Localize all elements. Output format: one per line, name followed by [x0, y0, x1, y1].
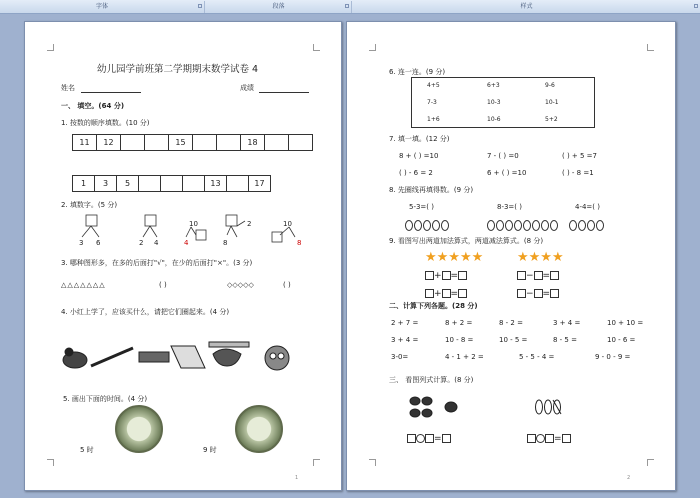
matching-cell[interactable]: 10-1: [545, 99, 559, 106]
ribbon-group-label: 字体: [95, 3, 108, 10]
sequence-cell[interactable]: 5: [117, 175, 139, 192]
matching-cell[interactable]: 6+3: [487, 82, 500, 89]
calc-item[interactable]: 8 - 5 =: [553, 336, 577, 344]
sequence-cell[interactable]: [139, 175, 161, 192]
sequence-cell[interactable]: 18: [241, 134, 265, 151]
sequence-row-2: [72, 175, 271, 192]
bond-number: 6: [96, 239, 101, 247]
dialog-launcher-icon[interactable]: [345, 4, 349, 8]
question-3: 3. 哪种图形多，在多的后面打"√"，在少的后面打"×"。(3 分): [61, 259, 253, 267]
sequence-cell[interactable]: 17: [249, 175, 271, 192]
ribbon-group-styles[interactable]: [353, 1, 700, 13]
sequence-cell[interactable]: 3: [95, 175, 117, 192]
dialog-launcher-icon[interactable]: [694, 4, 698, 8]
ribbon-group-label: 段落: [272, 3, 285, 10]
calc-item[interactable]: 10 - 6 =: [607, 336, 636, 344]
question-7: 7. 填一填。(12 分): [389, 135, 450, 143]
calc-item[interactable]: 3-0=: [391, 353, 409, 361]
calc-item[interactable]: 4 - 1 + 2 =: [445, 353, 484, 361]
picture-equation-illustration: [407, 394, 567, 422]
star-group: ★★★★: [517, 250, 564, 265]
triangle-shapes: △△△△△△△: [61, 281, 106, 289]
clock-face: [115, 405, 163, 453]
ribbon-group-font[interactable]: [0, 1, 205, 13]
answer-paren[interactable]: ( ): [159, 281, 167, 289]
section-3-heading: 三、 看图列式计算。(8 分): [389, 376, 474, 384]
matching-cell[interactable]: 1+6: [427, 116, 440, 123]
answer-paren[interactable]: ( ): [283, 281, 291, 289]
subtraction-template[interactable]: − =: [517, 271, 559, 281]
calc-item[interactable]: 5 - 5 - 4 =: [519, 353, 555, 361]
margin-corner-mark: [369, 44, 376, 51]
sequence-cell[interactable]: 13: [205, 175, 227, 192]
sequence-cell[interactable]: [217, 134, 241, 151]
margin-corner-mark: [313, 459, 320, 466]
ribbon-group-paragraph[interactable]: [206, 1, 352, 13]
circle-equation[interactable]: 8-3=( ): [497, 203, 522, 211]
clock-label: 5 时: [80, 446, 94, 454]
bond-number: 3: [79, 239, 84, 247]
sequence-cell[interactable]: 12: [97, 134, 121, 151]
sequence-cell[interactable]: [161, 175, 183, 192]
margin-corner-mark: [647, 44, 654, 51]
page-2[interactable]: [346, 21, 676, 491]
clock-face: [235, 405, 283, 453]
matching-cell[interactable]: 5+2: [545, 116, 558, 123]
matching-cell[interactable]: 9-6: [545, 82, 555, 89]
question-8: 8. 先圈线再填得数。(9 分): [389, 186, 474, 194]
oval-group: [487, 216, 559, 235]
sequence-cell[interactable]: [193, 134, 217, 151]
bond-number: 8: [223, 239, 228, 247]
calc-item[interactable]: 10 + 10 =: [607, 319, 644, 327]
question-4: 4. 小红上学了，应该买什么，请把它们圈起来。(4 分): [61, 308, 230, 316]
margin-corner-mark: [369, 459, 376, 466]
section-1-heading: 一、 填空。(64 分): [61, 102, 125, 110]
addition-template[interactable]: + =: [425, 289, 467, 299]
question-2: 2. 填数字。(5 分): [61, 201, 118, 209]
question-1: 1. 按数的顺序填数。(10 分): [61, 119, 150, 127]
subtraction-template[interactable]: − =: [517, 289, 559, 299]
page-number: 1: [295, 475, 299, 481]
fill-blank-item[interactable]: 7 - ( ) =0: [487, 152, 519, 160]
addition-template[interactable]: + =: [425, 271, 467, 281]
calc-item[interactable]: 10 - 8 =: [445, 336, 474, 344]
calc-item[interactable]: 9 - 0 - 9 =: [595, 353, 631, 361]
fill-blank-item[interactable]: ( ) - 6 = 2: [399, 169, 433, 177]
name-label: 姓名: [61, 84, 75, 92]
sequence-cell[interactable]: 11: [73, 134, 97, 151]
clock-label: 9 时: [203, 446, 217, 454]
score-blank[interactable]: [259, 92, 309, 93]
page-1[interactable]: [24, 21, 342, 491]
question-6: 6. 连一连。(9 分): [389, 68, 446, 76]
matching-cell[interactable]: 4+5: [427, 82, 440, 89]
dialog-launcher-icon[interactable]: [198, 4, 202, 8]
calc-item[interactable]: 10 - 5 =: [499, 336, 528, 344]
question-9: 9. 看图写出两道加法算式，两道减法算式。(8 分): [389, 237, 544, 245]
fill-blank-item[interactable]: ( ) - 8 =1: [562, 169, 594, 177]
star-group: ★★★★★: [425, 250, 484, 265]
calc-item[interactable]: 3 + 4 =: [391, 336, 419, 344]
sequence-cell[interactable]: [183, 175, 205, 192]
bond-number: 10: [283, 220, 292, 228]
calc-item[interactable]: 3 + 4 =: [553, 319, 581, 327]
oval-group: [405, 216, 450, 235]
matching-cell[interactable]: 10-6: [487, 116, 501, 123]
calc-item[interactable]: 8 + 2 =: [445, 319, 473, 327]
matching-cell[interactable]: 10-3: [487, 99, 501, 106]
sequence-cell[interactable]: [265, 134, 289, 151]
sequence-row-1: [72, 134, 313, 151]
circle-equation[interactable]: 4-4=( ): [575, 203, 600, 211]
sequence-cell[interactable]: [121, 134, 145, 151]
sequence-cell[interactable]: 1: [73, 175, 95, 192]
sequence-cell[interactable]: 15: [169, 134, 193, 151]
margin-corner-mark: [47, 44, 54, 51]
fill-blank-item[interactable]: 8 + ( ) =10: [399, 152, 439, 160]
calc-item[interactable]: 2 + 7 =: [391, 319, 419, 327]
bond-number: 4: [184, 239, 189, 247]
picture-equation-template[interactable]: =: [527, 434, 571, 444]
calc-item[interactable]: 8 - 2 =: [499, 319, 523, 327]
exam-title: 幼儿园学前班第二学期期末数学试卷 4: [97, 64, 259, 75]
margin-corner-mark: [313, 44, 320, 51]
bond-number: 10: [189, 220, 198, 228]
circle-equation[interactable]: 5-3=( ): [409, 203, 434, 211]
bond-number: 2: [139, 239, 144, 247]
school-items-illustration: [59, 334, 309, 376]
diamond-shapes: ◇◇◇◇◇: [227, 281, 254, 289]
bond-number: 2: [247, 220, 252, 228]
score-label: 成绩: [240, 84, 254, 92]
page-number: 2: [627, 475, 631, 481]
fill-blank-item[interactable]: 6 + ( ) =10: [487, 169, 527, 177]
fill-blank-item[interactable]: ( ) + 5 =7: [562, 152, 597, 160]
bond-number: 4: [154, 239, 159, 247]
ribbon-bar: [0, 0, 700, 14]
bond-number: 8: [297, 239, 302, 247]
question-5: 5. 画出下面的时间。(4 分): [63, 395, 148, 403]
sequence-cell[interactable]: [227, 175, 249, 192]
picture-equation-template[interactable]: =: [407, 434, 451, 444]
ribbon-group-label: 样式: [520, 3, 533, 10]
matching-cell[interactable]: 7-3: [427, 99, 437, 106]
margin-corner-mark: [47, 459, 54, 466]
sequence-cell[interactable]: [289, 134, 313, 151]
oval-group: [569, 216, 605, 235]
name-blank[interactable]: [81, 92, 141, 93]
margin-corner-mark: [647, 459, 654, 466]
section-2-heading: 二、计算下列各题。(28 分): [389, 302, 478, 310]
sequence-cell[interactable]: [145, 134, 169, 151]
